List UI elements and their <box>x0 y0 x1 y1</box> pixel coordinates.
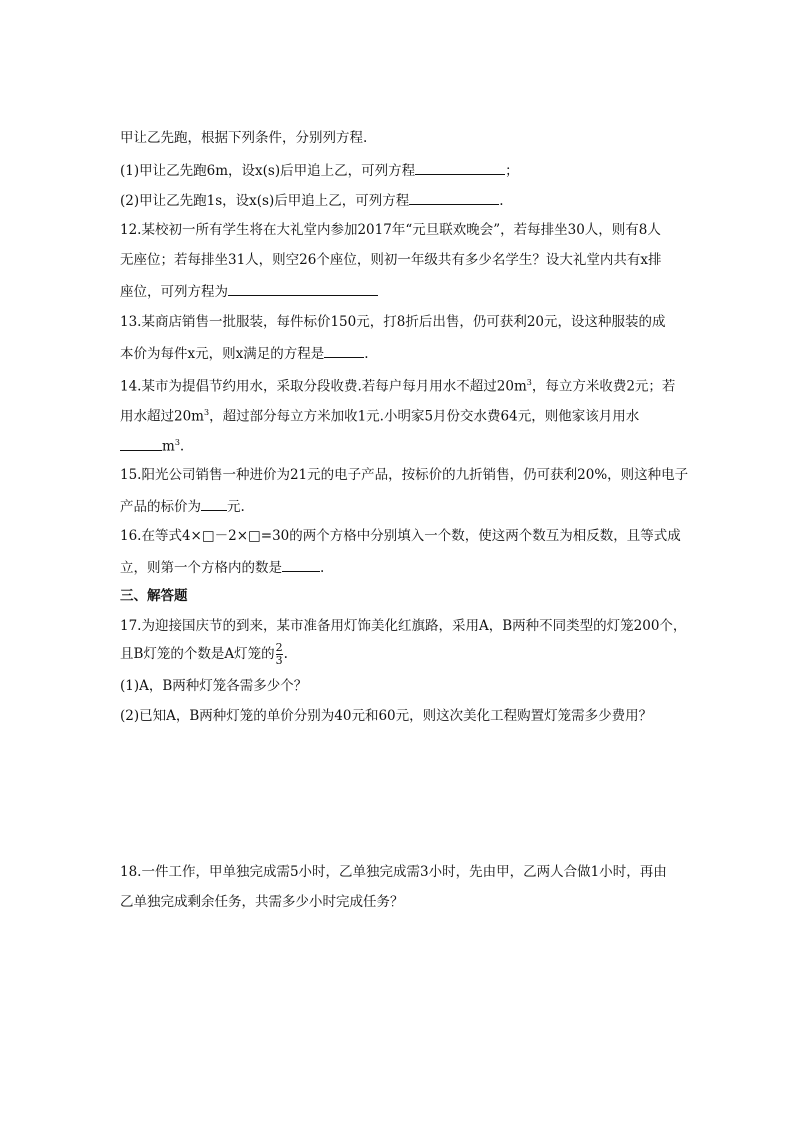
q13-line1 <box>120 313 666 331</box>
superscript: 3 <box>526 378 532 387</box>
answer-blank[interactable] <box>282 557 320 572</box>
intro-text: 甲让乙先跑，根据下列条件，分别列方程. <box>120 130 368 146</box>
q13-text-1: 13.某商店销售一批服装，每件标价150元，打8折后出售，仍可获利20元，设这种服装的成 <box>120 314 666 330</box>
q14-text-2b: ，超过部分每立方米加收1元.小明家5月份交水费64元，则他家该月用水 <box>209 408 640 425</box>
answer-blank[interactable] <box>120 436 162 451</box>
fraction-numerator: 2 <box>275 641 283 654</box>
q16-line2 <box>120 557 324 577</box>
q15-text-1: 15.阳光公司销售一种进价为21元的电子产品，按标价的九折销售，仍可获利20%，则这种电子 <box>120 467 689 483</box>
superscript: 3 <box>174 438 180 447</box>
q18-line1 <box>120 863 667 881</box>
fraction-denominator: 3 <box>275 654 283 667</box>
q14-text-2: 用水超过20m <box>120 408 204 425</box>
punct: . <box>320 560 325 576</box>
q16-text-1: 16.在等式4×□－2×□=30的两个方格中分别填入一个数，使这两个数互为相反数，且等式成 <box>120 528 681 544</box>
intro-line <box>120 129 367 147</box>
q14-line2 <box>120 404 639 426</box>
q13-line2 <box>120 343 369 363</box>
q17-part2-text: (2)已知A，B两种灯笼的单价分别为40元和60元，则这次美化工程购置灯笼需多少费用？ <box>120 708 653 724</box>
q18-text-1: 18.一件工作，甲单独完成需5小时，乙单独完成需3小时，先由甲，乙两人合做1小时，再由 <box>120 864 667 880</box>
punct: ； <box>505 163 519 179</box>
q14-line1 <box>120 374 675 396</box>
punct: . <box>499 193 504 209</box>
q12-line3 <box>120 281 378 301</box>
q15-text-2b: 元. <box>227 499 245 515</box>
q14-text-1: 14.某市为提倡节约用水，采取分段收费.若每户每月用水不超过20m <box>120 378 527 395</box>
q12-text-3: 座位，可列方程为 <box>120 284 228 300</box>
answer-blank[interactable] <box>409 190 499 205</box>
answer-blank[interactable] <box>415 160 505 175</box>
q15-text-2: 产品的标价为 <box>120 499 201 515</box>
q13-text-2: 本价为每件x元，则x满足的方程是 <box>120 346 325 362</box>
superscript: 3 <box>203 408 210 417</box>
q12-line1 <box>120 221 661 239</box>
q11-part2 <box>120 190 504 210</box>
q12-line2 <box>120 251 661 269</box>
q17-part1 <box>120 677 307 695</box>
q18-line2 <box>120 893 404 911</box>
fraction <box>276 642 283 667</box>
q11-part2-text: (2)甲让乙先跑1s，设x(s)后甲追上乙，可列方程 <box>120 193 410 209</box>
q17-part2 <box>120 707 652 725</box>
q17-line2 <box>120 642 288 667</box>
punct: . <box>283 646 288 662</box>
section-title: 三、解答题 <box>120 588 188 604</box>
q15-line2 <box>120 496 245 516</box>
q15-line1 <box>120 466 688 484</box>
q12-text-1: 12.某校初一所有学生将在大礼堂内参加2017年“元旦联欢晚会”，若每排坐30人，则有8人 <box>120 222 661 238</box>
q11-part1 <box>120 160 519 180</box>
q17-text-2: 且B灯笼的个数是A灯笼的 <box>120 646 275 662</box>
punct: . <box>364 346 369 362</box>
unit: m <box>162 438 175 455</box>
q14-text-1b: ，每立方米收费2元；若 <box>531 378 676 395</box>
q11-part1-text: (1)甲让乙先跑6m，设x(s)后甲追上乙，可列方程 <box>120 163 416 179</box>
q14-line3 <box>120 434 184 456</box>
answer-blank[interactable] <box>201 496 227 511</box>
q12-text-2: 无座位；若每排坐31人，则空26个座位，则初一年级共有多少名学生？设大礼堂内共有x排 <box>120 252 662 268</box>
punct: . <box>179 438 185 455</box>
section-heading <box>120 587 188 605</box>
q18-text-2: 乙单独完成剩余任务，共需多少小时完成任务？ <box>120 894 404 910</box>
q16-line1 <box>120 527 681 545</box>
answer-blank[interactable] <box>324 343 364 358</box>
q17-line1 <box>120 617 686 635</box>
q17-part1-text: (1)A，B两种灯笼各需多少个？ <box>120 678 308 694</box>
answer-blank[interactable] <box>228 281 378 296</box>
q17-text-1: 17.为迎接国庆节的到来，某市准备用灯饰美化红旗路，采用A，B两种不同类型的灯笼200个， <box>120 618 687 634</box>
q16-text-2: 立，则第一个方格内的数是 <box>120 560 282 576</box>
